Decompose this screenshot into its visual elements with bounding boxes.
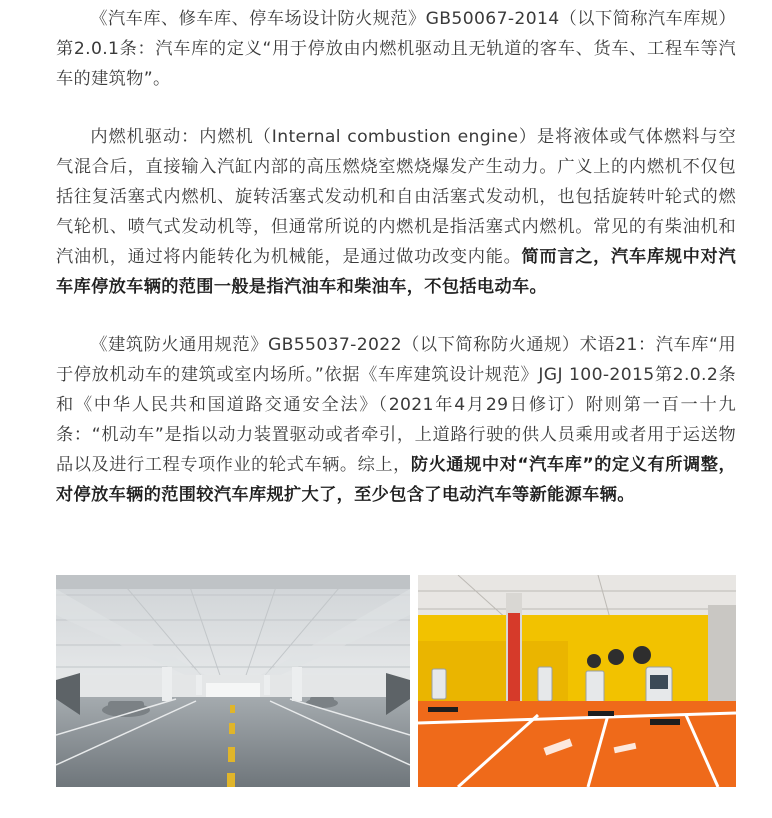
parking-garage-illustration: [56, 575, 410, 787]
ev-charging-illustration: [418, 575, 736, 787]
parking-garage-image: [56, 575, 410, 787]
paragraph-fire-code: [56, 330, 736, 510]
paragraph-text: 内燃机驱动：内燃机（Internal combustion engine）是将液体或气体燃料与空气混合后，直接输入汽缸内部的高压燃烧室燃烧爆发产生动力。广义上的内燃机不仅包括往复活塞式内燃机、旋转活塞式发动机和自由活塞式发动机，也包括旋转叶轮式的燃气轮机、喷气式发动机等，但通常所说的内燃机是指活塞式内燃机。常见的有柴油机和汽油机，通过将内能转化为机械能，是通过做功改变内能。: [56, 127, 736, 267]
ev-charging-image: [418, 575, 736, 787]
paragraph-bold-conclusion: 简而言之，汽车库规中对汽车库停放车辆的范围一般是指汽油车和柴油车，不包括电动车。: [56, 247, 736, 297]
paragraph-text: 《建筑防火通用规范》GB55037-2022（以下简称防火通规）术语21：汽车库“用于停放机动车的建筑或室内场所。”依据《车库建筑设计规范》JGJ 100-2015第2.0.2条和《中华人民共和国道路交通安全法》（2021年4月29日修订）附则第一百一十九条：“机动车”是指以动力装置驱动或者牵引，上道路行驶的供人员乘用或者用于运送物品以及进行工程专项作业的轮式车辆。综上，: [56, 335, 736, 475]
paragraph-text: 《汽车库、修车库、停车场设计防火规范》GB50067-2014（以下简称汽车库规）第2.0.1条：汽车库的定义“用于停放由内燃机驱动且无轨道的客车、货车、工程车等汽车的建筑物”。: [56, 9, 736, 89]
article-body: [56, 4, 736, 510]
paragraph-bold-conclusion: 防火通规中对“汽车库”的定义有所调整，对停放车辆的范围较汽车库规扩大了，至少包含了电动汽车等新能源车辆。: [56, 455, 736, 505]
image-row: [56, 575, 736, 787]
paragraph-combustion-engine: [56, 122, 736, 302]
paragraph-garage-definition: [56, 4, 736, 94]
